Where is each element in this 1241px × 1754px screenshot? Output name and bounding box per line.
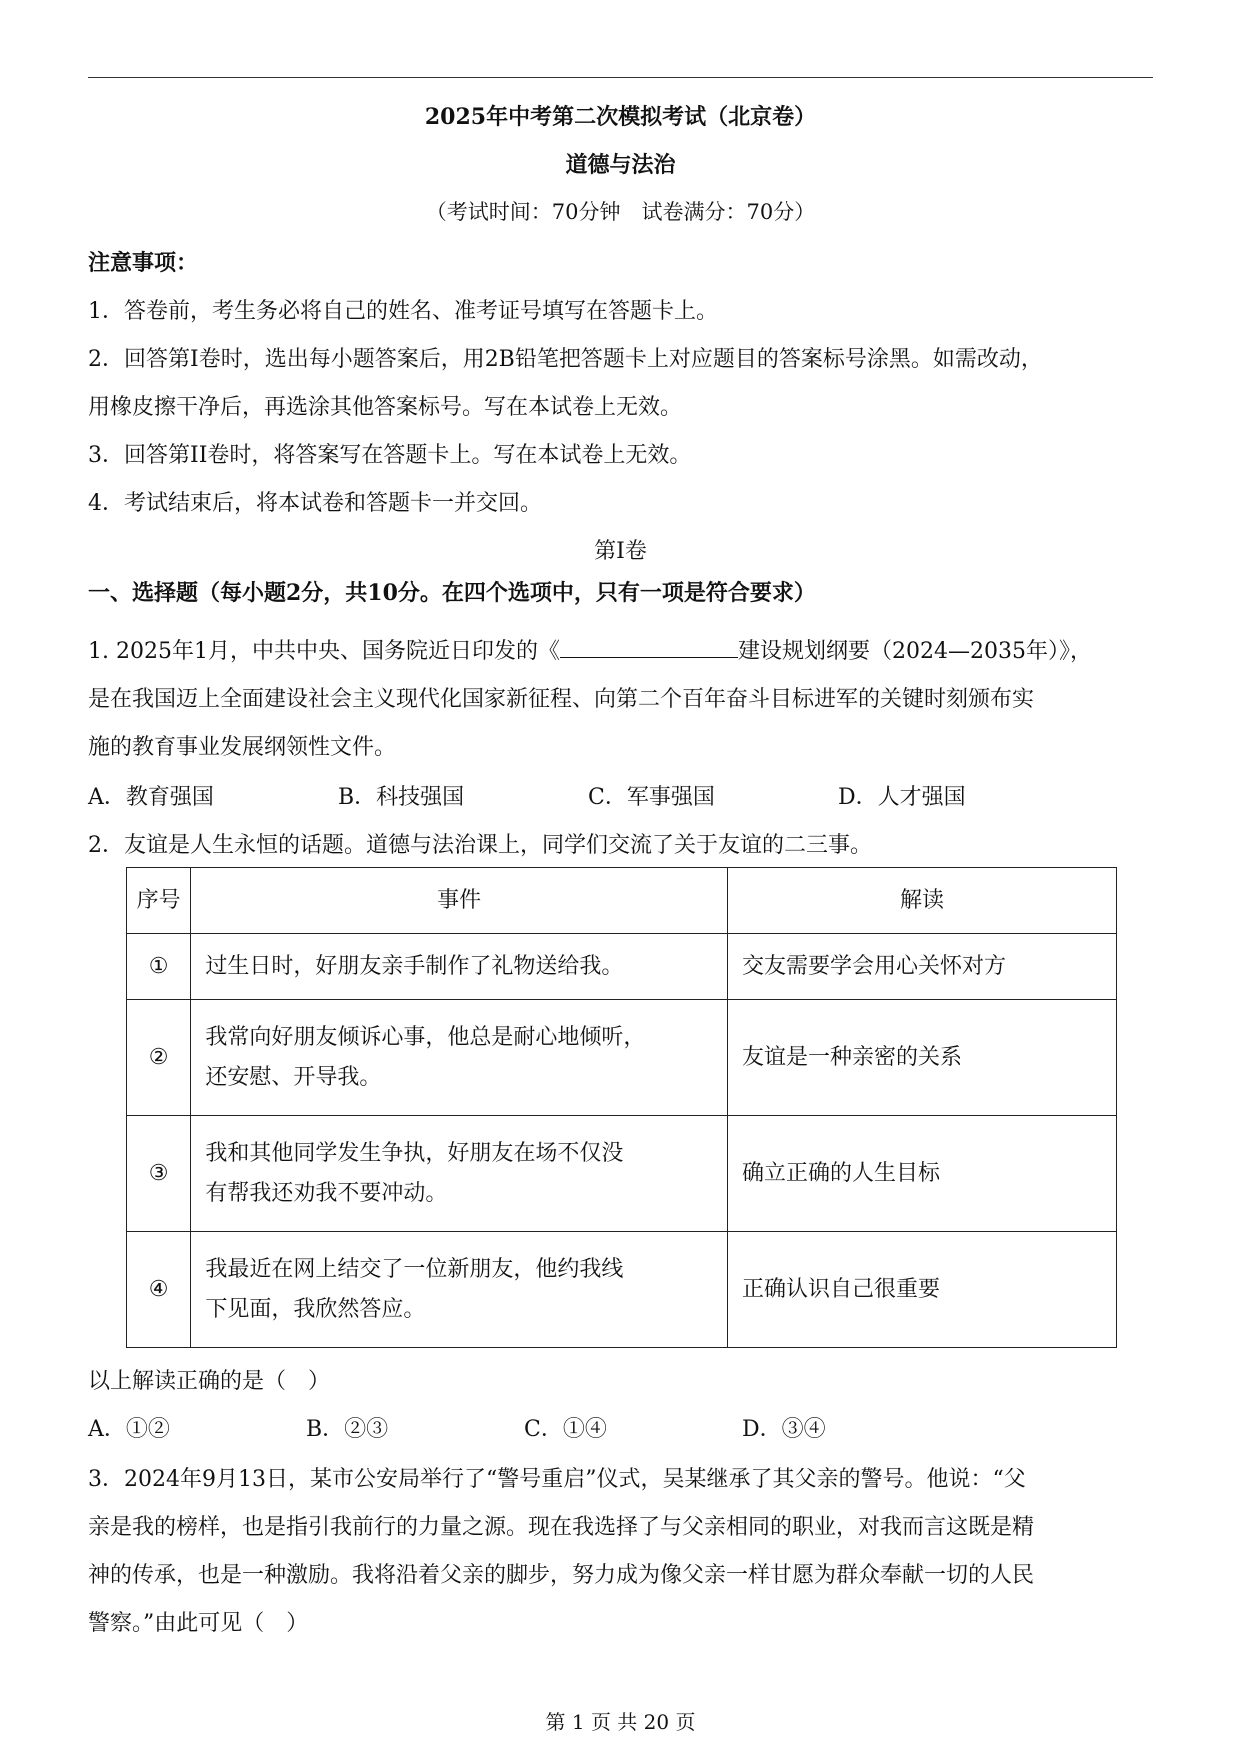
q2-option-d: D．③④ xyxy=(742,1417,826,1442)
section-heading: 一、选择题（每小题2分，共10分。在四个选项中，只有一项是符合要求） xyxy=(88,580,816,606)
table-row xyxy=(127,1232,1117,1348)
q1-option-c: C．军事强国 xyxy=(588,785,715,810)
q2-option-b: B．②③ xyxy=(306,1417,389,1442)
exam-title: 2025年中考第二次模拟考试（北京卷） xyxy=(424,104,817,130)
row-number: ① xyxy=(127,934,191,1000)
row-event-line: 有帮我还劝我不要冲动。 xyxy=(205,1180,448,1206)
table-header-num: 序号 xyxy=(127,868,191,934)
q1-answer-blank xyxy=(560,637,738,658)
table-row xyxy=(127,1116,1117,1232)
row-number: ② xyxy=(127,1000,191,1116)
note-item: 用橡皮擦干净后，再选涂其他答案标号。写在本试卷上无效。 xyxy=(88,395,683,420)
q1-option-d: D．人才强国 xyxy=(838,785,966,810)
row-number: ③ xyxy=(127,1116,191,1232)
q2-question: 以上解读正确的是（ ） xyxy=(88,1369,331,1394)
q2-stem: 2．友谊是人生永恒的话题。道德与法治课上，同学们交流了关于友谊的二三事。 xyxy=(88,833,872,858)
row-event-line: 我和其他同学发生争执，好朋友在场不仅没 xyxy=(205,1140,624,1166)
row-event xyxy=(191,1116,728,1232)
row-reading: 正确认识自己很重要 xyxy=(727,1232,1116,1348)
row-event xyxy=(191,934,728,1000)
row-event-line: 我常向好朋友倾诉心事，他总是耐心地倾听， xyxy=(205,1024,646,1050)
q2-option-c: C．①④ xyxy=(524,1417,607,1442)
q1-stem xyxy=(88,634,1092,665)
exam-info: （考试时间：70分钟 试卷满分：70分） xyxy=(425,200,816,224)
row-reading: 友谊是一种亲密的关系 xyxy=(727,1000,1116,1116)
q1-stem-part2: 建设规划纲要（2024—2035年）》， xyxy=(737,639,1092,664)
row-reading: 交友需要学会用心关怀对方 xyxy=(727,934,1116,1000)
row-number: ④ xyxy=(127,1232,191,1348)
q3-line: 神的传承，也是一种激励。我将沿着父亲的脚步，努力成为像父亲一样甘愿为群众奉献一切的人民 xyxy=(88,1563,1035,1588)
note-item: 4．考试结束后，将本试卷和答题卡一并交回。 xyxy=(88,491,542,516)
table-header-reading: 解读 xyxy=(727,868,1116,934)
row-event-line: 我最近在网上结交了一位新朋友，他约我线 xyxy=(205,1256,624,1282)
q1-option-b: B．科技强国 xyxy=(338,785,465,810)
q1-stem-part1: 1. 2025年1月，中共中央、国务院近日印发的《 xyxy=(88,639,560,664)
page-footer: 第 1 页 共 20 页 xyxy=(545,1710,696,1734)
subject-title: 道德与法治 xyxy=(565,152,676,178)
row-event-line: 过生日时，好朋友亲手制作了礼物送给我。 xyxy=(205,953,624,979)
header-rule xyxy=(88,77,1153,78)
volume-label: 第I卷 xyxy=(594,539,647,564)
friendship-table xyxy=(126,867,1117,1348)
row-event xyxy=(191,1000,728,1116)
table-row xyxy=(127,934,1117,1000)
q1-option-a: A．教育强国 xyxy=(88,785,214,810)
note-item: 1．答卷前，考生务必将自己的姓名、准考证号填写在答题卡上。 xyxy=(88,299,718,324)
q1-line3: 施的教育事业发展纲领性文件。 xyxy=(88,735,397,760)
q2-option-a: A．①② xyxy=(88,1417,170,1442)
table-row xyxy=(127,1000,1117,1116)
q3-line: 亲是我的榜样，也是指引我前行的力量之源。现在我选择了与父亲相同的职业，对我而言这既是精 xyxy=(88,1515,1035,1540)
q1-line2: 是在我国迈上全面建设社会主义现代化国家新征程、向第二个百年奋斗目标进军的关键时刻颁布实 xyxy=(88,687,1035,712)
row-reading: 确立正确的人生目标 xyxy=(727,1116,1116,1232)
note-item: 3．回答第II卷时，将答案写在答题卡上。写在本试卷上无效。 xyxy=(88,443,692,468)
table-header-row xyxy=(127,868,1117,934)
row-event-line: 还安慰、开导我。 xyxy=(205,1064,382,1090)
row-event xyxy=(191,1232,728,1348)
row-event-line: 下见面，我欣然答应。 xyxy=(205,1296,426,1322)
q3-line: 3．2024年9月13日，某市公安局举行了“警号重启”仪式，吴某继承了其父亲的警号。他说：“父 xyxy=(88,1467,1026,1492)
table-header-event: 事件 xyxy=(191,868,728,934)
notes-heading: 注意事项： xyxy=(88,250,199,276)
q3-line: 警察。”由此可见（ ） xyxy=(88,1611,309,1636)
note-item: 2．回答第I卷时，选出每小题答案后，用2B铅笔把答题卡上对应题目的答案标号涂黑。如需改动， xyxy=(88,347,1043,372)
